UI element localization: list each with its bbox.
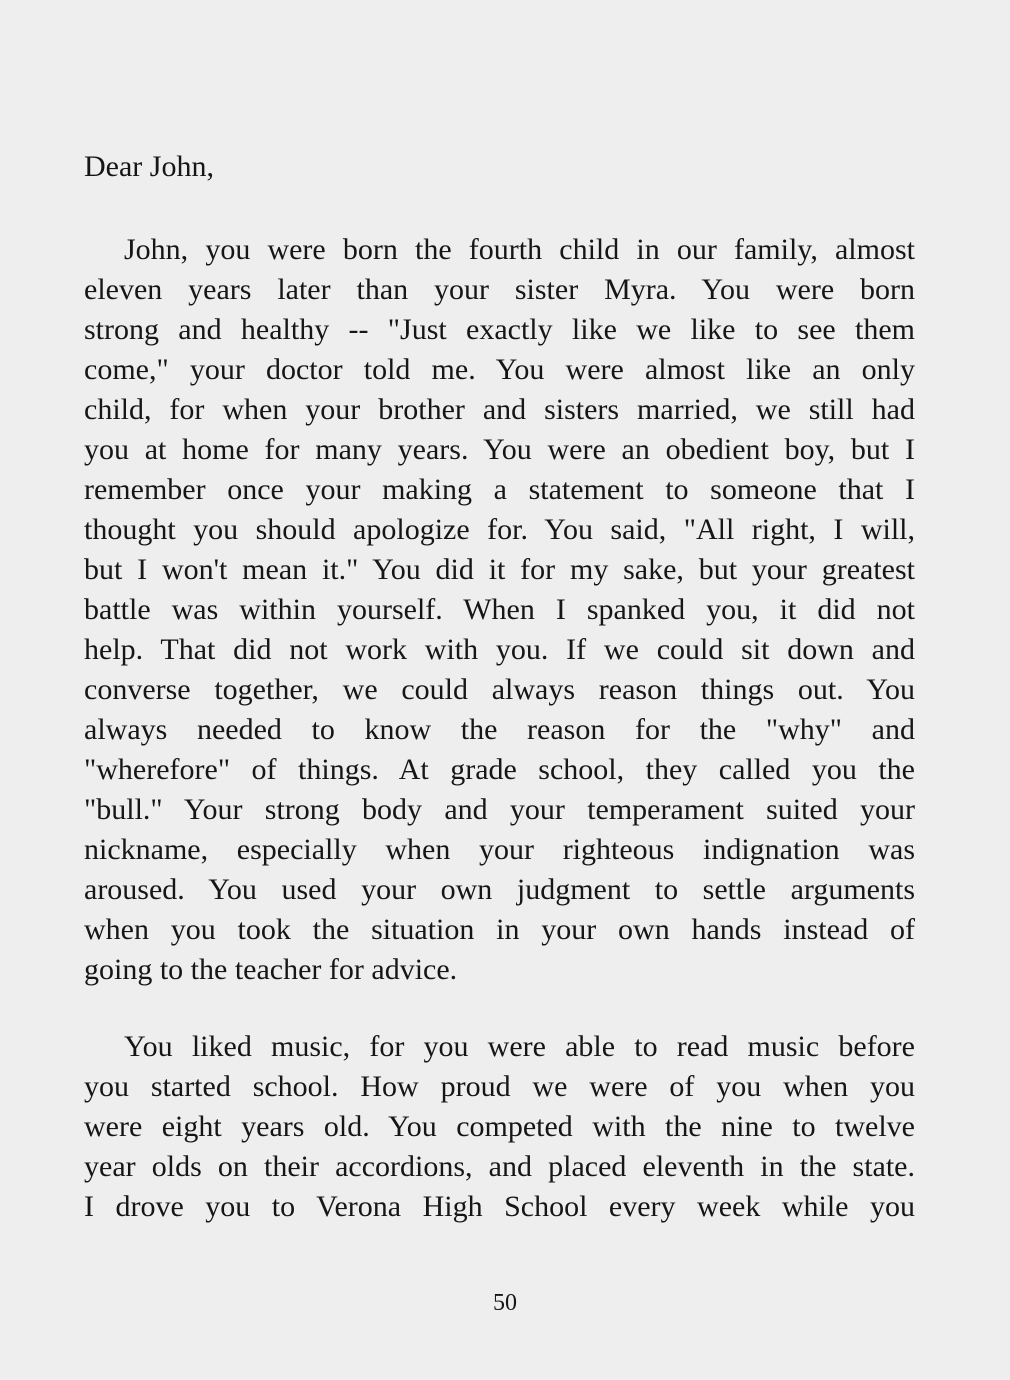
paragraph-1-line: come," your doctor told me. You were almost like an only [84, 353, 915, 386]
greeting-line: Dear John, [84, 150, 214, 183]
paragraph-1-line: battle was within yourself. When I spanked you, it did not [84, 593, 915, 626]
paragraph-1-line: aroused. You used your own judgment to settle arguments [84, 873, 915, 906]
paragraph-2-line: You liked music, for you were able to read music before [124, 1030, 915, 1063]
paragraph-1-line: you at home for many years. You were an obedient boy, but I [84, 433, 915, 466]
paragraph-2-line: were eight years old. You competed with the nine to twelve [84, 1110, 915, 1143]
paragraph-1-line: nickname, especially when your righteous indignation was [84, 833, 915, 866]
letter-paragraph-1 [84, 230, 915, 990]
paragraph-1-line: eleven years later than your sister Myra. You were born [84, 273, 915, 306]
paragraph-1-line: help. That did not work with you. If we could sit down and [84, 633, 915, 666]
paragraph-1-line: child, for when your brother and sisters married, we still had [84, 393, 915, 426]
letter-paragraph-2 [84, 1027, 915, 1227]
paragraph-1-line: remember once your making a statement to someone that I [84, 473, 915, 506]
paragraph-1-line: always needed to know the reason for the "why" and [84, 713, 915, 746]
paragraph-1-line: John, you were born the fourth child in our family, almost [124, 233, 915, 266]
paragraph-1-line: "wherefore" of things. At grade school, they called you the [84, 753, 915, 786]
paragraph-1-line: but I won't mean it." You did it for my sake, but your greatest [84, 553, 915, 586]
page-number: 50 [493, 1290, 517, 1316]
paragraph-1-line: converse together, we could always reason things out. You [84, 673, 915, 706]
paragraph-1-line: when you took the situation in your own hands instead of [84, 913, 915, 946]
paragraph-1-line: thought you should apologize for. You said, "All right, I will, [84, 513, 915, 546]
paragraph-2-line: year olds on their accordions, and placed eleventh in the state. [84, 1150, 915, 1183]
letter-greeting [84, 147, 915, 187]
paragraph-1-line: going to the teacher for advice. [84, 953, 458, 986]
paragraph-2-line: you started school. How proud we were of you when you [84, 1070, 915, 1103]
paragraph-1-line: strong and healthy -- "Just exactly like we like to see them [84, 313, 915, 346]
paragraph-1-line: "bull." Your strong body and your temperament suited your [84, 793, 915, 826]
paragraph-2-line: I drove you to Verona High School every week while you [84, 1190, 915, 1223]
